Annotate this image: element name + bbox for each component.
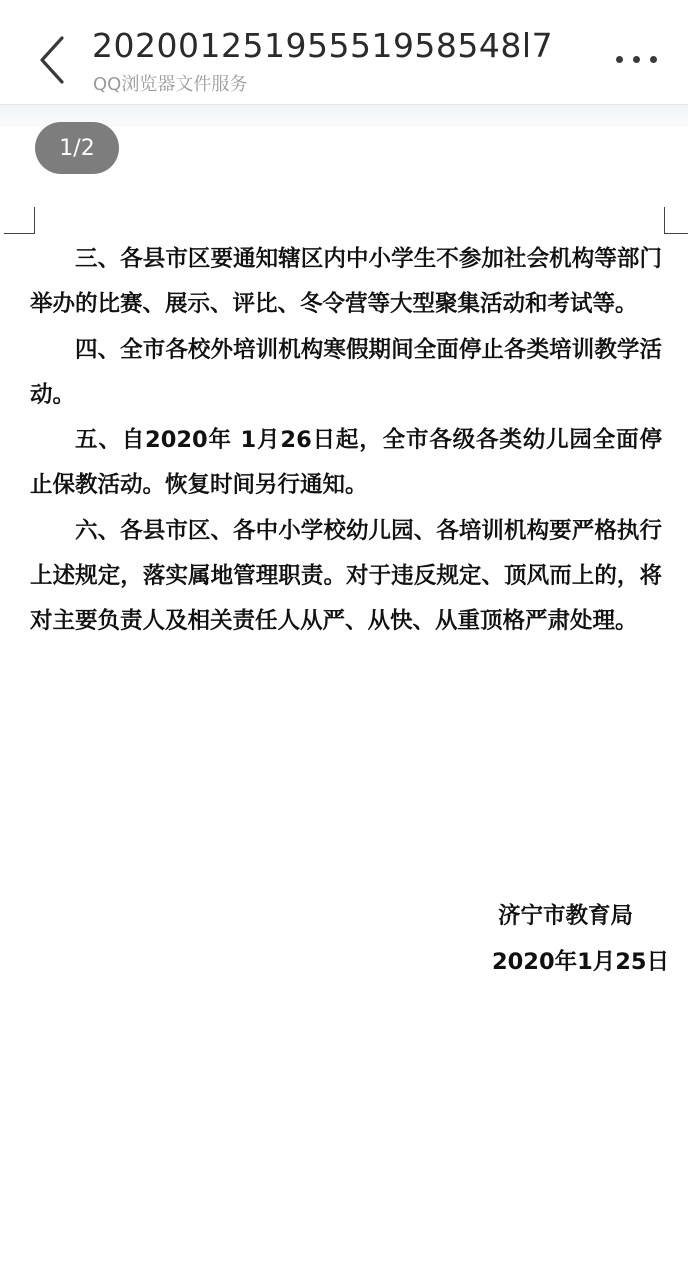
paragraph-6: 六、各县市区、各中小学校幼儿园、各培训机构要严格执行上述规定，落实属地管理职责。对于违反规定、顶风而上的，将对主要负责人及相关责任人从严、从快、从重顶格严肃处理。: [30, 517, 662, 635]
more-options-button[interactable]: [606, 46, 658, 72]
paragraph-3: 三、各县市区要通知辖区内中小学生不参加社会机构等部门举办的比赛、展示、评比、冬令营等大型聚集活动和考试等。: [30, 246, 662, 318]
top-app-bar: [0, 0, 688, 105]
more-horizontal-icon: [616, 56, 623, 63]
more-horizontal-icon: [650, 56, 657, 63]
paragraph-5: 五、自2020年 1月26日起，全市各级各类幼儿园全面停止保教活动。恢复时间另行通知。: [30, 427, 662, 499]
more-horizontal-icon: [633, 56, 640, 63]
chevron-left-icon: [30, 32, 70, 88]
file-source-subtitle: QQ浏览器文件服务: [93, 74, 248, 95]
back-button[interactable]: [30, 32, 80, 88]
signature-date: 2020年1月25日: [492, 949, 670, 975]
crop-mark-left: [4, 207, 35, 234]
document-body: [30, 237, 662, 645]
file-title: 20200125195551958548l7: [92, 26, 554, 65]
crop-mark-right: [664, 207, 688, 234]
signature-block: [492, 893, 669, 985]
paragraph-4: 四、全市各校外培训机构寒假期间全面停止各类培训教学活动。: [30, 336, 662, 408]
signature-organization: 济宁市教育局: [498, 903, 634, 929]
page-indicator: 1/2: [35, 122, 119, 174]
